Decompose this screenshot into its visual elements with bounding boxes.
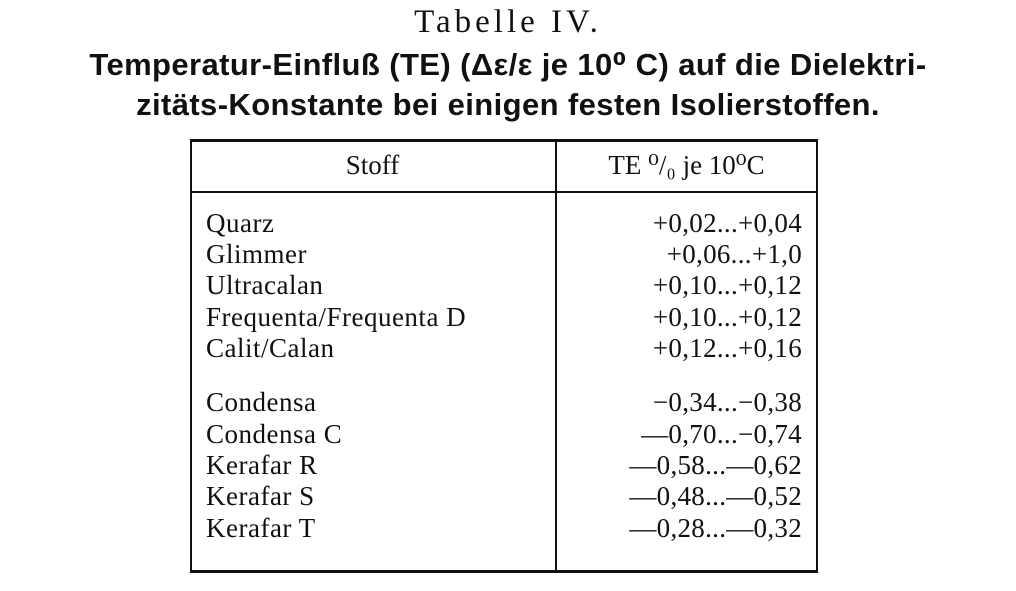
table-row [190,239,818,270]
table-row [190,270,818,301]
te-value: —0,70...−0,74 [641,419,802,449]
column-header-stoff: Stoff [345,150,400,180]
te-value: −0,34...−0,38 [652,387,802,417]
data-table [190,139,818,571]
te-value: +0,10...+0,12 [652,270,802,300]
te-value: —0,28...—0,32 [629,513,802,543]
table-top-rule [190,139,818,142]
table-row [190,419,818,450]
table-row [190,208,818,239]
table-row [190,333,818,364]
te-value: +0,10...+0,12 [652,302,802,332]
table-bottom-rule [190,570,818,573]
material-name: Ultracalan [206,270,324,300]
material-name: Kerafar S [206,481,315,511]
table-row [190,513,818,544]
te-value: —0,48...—0,52 [629,481,802,511]
material-name: Calit/Calan [206,333,335,363]
table-heading-line-2: zitäts-Konstante bei einigen festen Isolierstoffen. [136,87,880,122]
column-header-te: TE ⁰/₀ je 10⁰C [608,150,765,180]
material-name: Condensa [206,387,317,417]
material-name: Kerafar T [206,513,316,543]
header-rule [190,191,818,193]
material-name: Glimmer [206,239,307,269]
te-value: +0,06...+1,0 [666,239,802,269]
table-caption: Tabelle IV. [414,4,602,40]
table-row [190,302,818,333]
material-name: Condensa C [206,419,343,449]
table-row [190,387,818,418]
te-value: +0,12...+0,16 [652,333,802,363]
te-value: +0,02...+0,04 [652,208,802,238]
material-name: Kerafar R [206,450,318,480]
table-row [190,450,818,481]
table-row [190,481,818,512]
table-heading-line-1: Temperatur-Einfluß (TE) (Δε/ε je 10⁰ C) auf die Dielektri- [89,47,927,82]
material-name: Quarz [206,208,275,238]
te-value: —0,58...—0,62 [629,450,802,480]
material-name: Frequenta/Frequenta D [206,302,467,332]
